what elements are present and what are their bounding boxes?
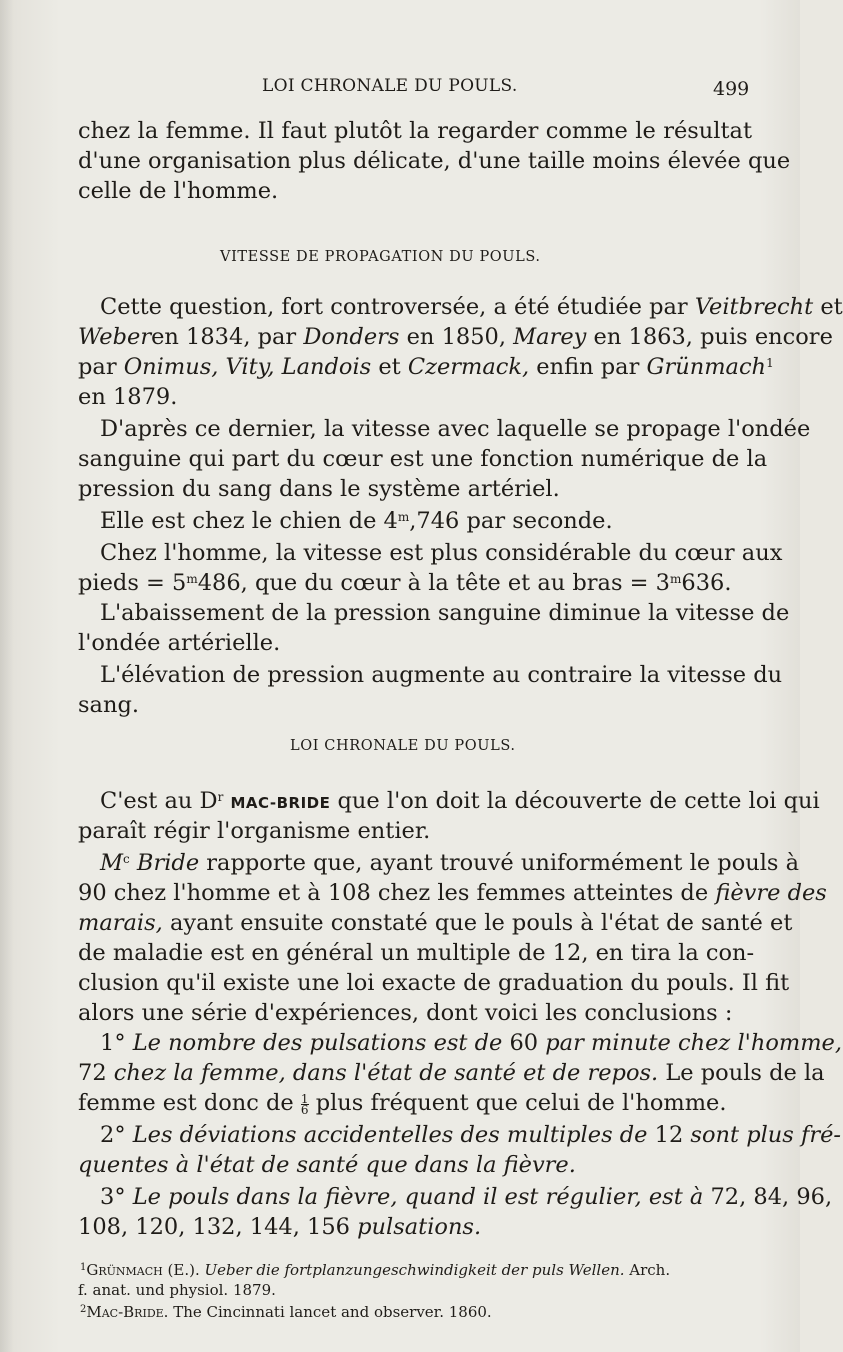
paragraph-line: Weberen 1834, par Donders en 1850, Marey en 1863, puis encore: [78, 324, 833, 350]
paragraph-line: celle de l'homme.: [78, 178, 279, 204]
paragraph-line: pression du sang dans le système artériel.: [78, 476, 560, 502]
paragraph-line: L'élévation de pression augmente au contraire la vitesse du: [100, 662, 783, 688]
footnote-line: f. anat. und physiol. 1879.: [78, 1281, 276, 1299]
list-item-line: 72 chez la femme, dans l'état de santé et de repos. Le pouls de la: [78, 1060, 825, 1086]
paragraph-line: clusion qu'il existe une loi exacte de graduation du pouls. Il fit: [78, 970, 790, 996]
page-number: 499: [713, 78, 750, 100]
list-item-line: 3° Le pouls dans la fièvre, quand il est régulier, est à 72, 84, 96,: [100, 1184, 833, 1210]
paragraph-line: chez la femme. Il faut plutôt la regarder comme le résultat: [78, 118, 752, 144]
footnote-ref: 1: [766, 356, 774, 370]
paragraph-line: 90 chez l'homme et à 108 chez les femmes atteintes de fièvre des: [78, 880, 827, 906]
footnote: $^2$Mac-Bride. The Cincinnati lancet and observer. 1860.: [80, 1303, 492, 1321]
running-title: LOI CHRONALE DU POULS.: [262, 76, 518, 96]
fraction: $\frac{1}{6}$: [300, 1091, 309, 1117]
list-item-line: 108, 120, 132, 144, 156 pulsations.: [78, 1214, 482, 1240]
paragraph-line: L'abaissement de la pression sanguine diminue la vitesse de: [100, 600, 790, 626]
paragraph-line: paraît régir l'organisme entier.: [78, 818, 431, 844]
paragraph-line: d'une organisation plus délicate, d'une taille moins élevée que: [78, 148, 791, 174]
paragraph-line: de maladie est en général un multiple de 12, en tira la con-: [78, 940, 755, 966]
paragraph-line: Elle est chez le chien de 4$^m$,746 par seconde.: [100, 508, 613, 534]
list-item-line: quentes à l'état de santé que dans la fièvre.: [78, 1152, 576, 1178]
paragraph-line: Cette question, fort controversée, a été étudiée par Veitbrecht et: [100, 294, 843, 320]
paragraph-line: Chez l'homme, la vitesse est plus considérable du cœur aux: [100, 540, 783, 566]
paragraph-line: par Onimus, Vity, Landois et Czermack, enfin par Grünmach$^1$: [78, 354, 774, 380]
paragraph-line: marais, ayant ensuite constaté que le pouls à l'état de santé et: [78, 910, 793, 936]
section-heading: VITESSE DE PROPAGATION DU POULS.: [220, 249, 541, 265]
paragraph-line: alors une série d'expériences, dont voici les conclusions :: [78, 1000, 733, 1026]
paragraph-line: l'ondée artérielle.: [78, 630, 281, 656]
paragraph-line: en 1879.: [78, 384, 178, 410]
paragraph-line: C'est au $D^r$ MAC-BRIDE que l'on doit la découverte de cette loi qui: [100, 788, 820, 814]
paragraph-line: $M^c$ Bride rapporte que, ayant trouvé uniformément le pouls à: [100, 850, 800, 876]
section-heading: LOI CHRONALE DU POULS.: [290, 738, 516, 754]
list-item-line: femme est donc de $\frac{1}{6}$ plus fréquent que celui de l'homme.: [78, 1090, 727, 1117]
paragraph-line: D'après ce dernier, la vitesse avec laquelle se propage l'ondée: [100, 416, 811, 442]
list-item-line: 2° Les déviations accidentelles des multiples de 12 sont plus fré-: [100, 1122, 841, 1148]
paragraph-line: sanguine qui part du cœur est une fonction numérique de la: [78, 446, 768, 472]
paragraph-line: sang.: [78, 692, 140, 718]
list-item-line: 1° Le nombre des pulsations est de 60 par minute chez l'homme,: [100, 1030, 842, 1056]
author-name: MAC-BRIDE: [230, 794, 331, 812]
paragraph-line: pieds = $5^m486$, que du cœur à la tête et au bras = $3^m636$.: [78, 570, 732, 596]
footnote: $^1$Grünmach (E.). Ueber die fortplanzungeschwindigkeit der puls Wellen. Arch.: [80, 1261, 671, 1279]
